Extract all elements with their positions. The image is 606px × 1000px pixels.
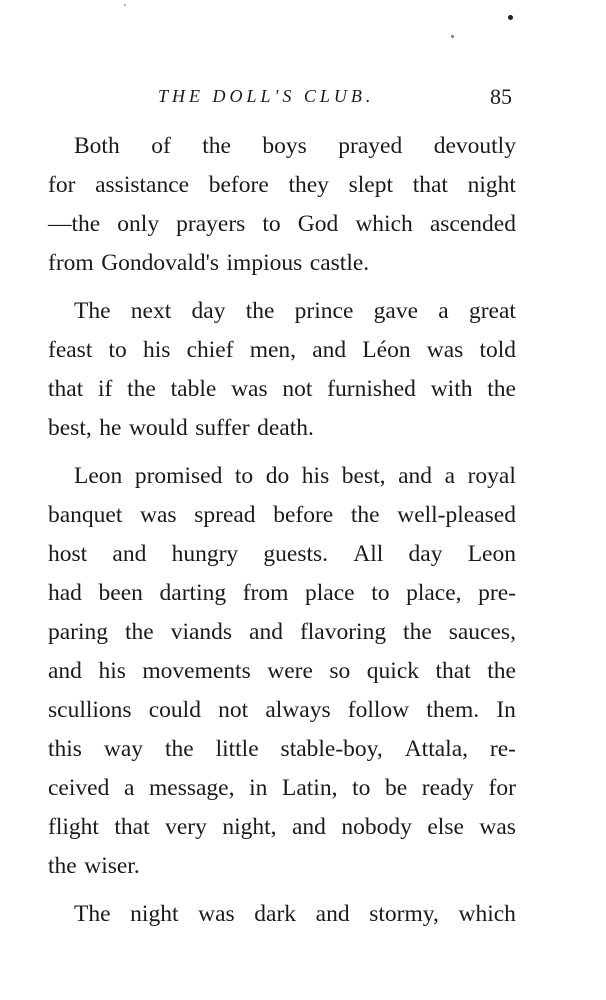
text-line: best, he would suffer death. [48, 415, 314, 441]
ink-speck [508, 15, 513, 20]
text-line: host and hungry guests. All day Leon [48, 541, 516, 567]
body-text [48, 127, 516, 934]
paragraph [48, 292, 516, 448]
text-line: the wiser. [48, 853, 140, 879]
paragraph [48, 895, 516, 934]
page-number: 85 [490, 84, 512, 109]
text-line: flight that very night, and nobody else was [48, 814, 516, 840]
text-line: —the only prayers to God which ascended [48, 211, 516, 237]
text-line: this way the little stable-boy, Attala, re- [48, 736, 516, 762]
ink-speck [451, 35, 454, 38]
running-title: THE DOLL'S CLUB. [158, 86, 375, 106]
text-line: from Gondovald's impious castle. [48, 250, 370, 276]
paragraph [48, 127, 516, 283]
text-line: and his movements were so quick that the [48, 658, 516, 684]
text-line: banquet was spread before the well-pleased [48, 502, 516, 528]
text-line: for assistance before they slept that night [48, 172, 516, 198]
text-line: scullions could not always follow them. In [48, 697, 516, 723]
text-line: The next day the prince gave a great [74, 298, 516, 324]
paragraph [48, 457, 516, 886]
ink-speck [124, 4, 126, 6]
paragraph-gap [48, 448, 516, 457]
running-head [48, 86, 520, 116]
text-line: paring the viands and flavoring the sauces, [48, 619, 516, 645]
text-line: feast to his chief men, and Léon was told [48, 337, 516, 363]
text-line: The night was dark and stormy, which [74, 901, 516, 927]
text-line: ceived a message, in Latin, to be ready for [48, 775, 516, 801]
text-line: that if the table was not furnished with the [48, 376, 516, 402]
paragraph-gap [48, 886, 516, 895]
text-line: had been darting from place to place, pre- [48, 580, 516, 606]
text-line: Leon promised to do his best, and a royal [74, 463, 516, 489]
paragraph-gap [48, 283, 516, 292]
text-line: Both of the boys prayed devoutly [74, 133, 516, 159]
